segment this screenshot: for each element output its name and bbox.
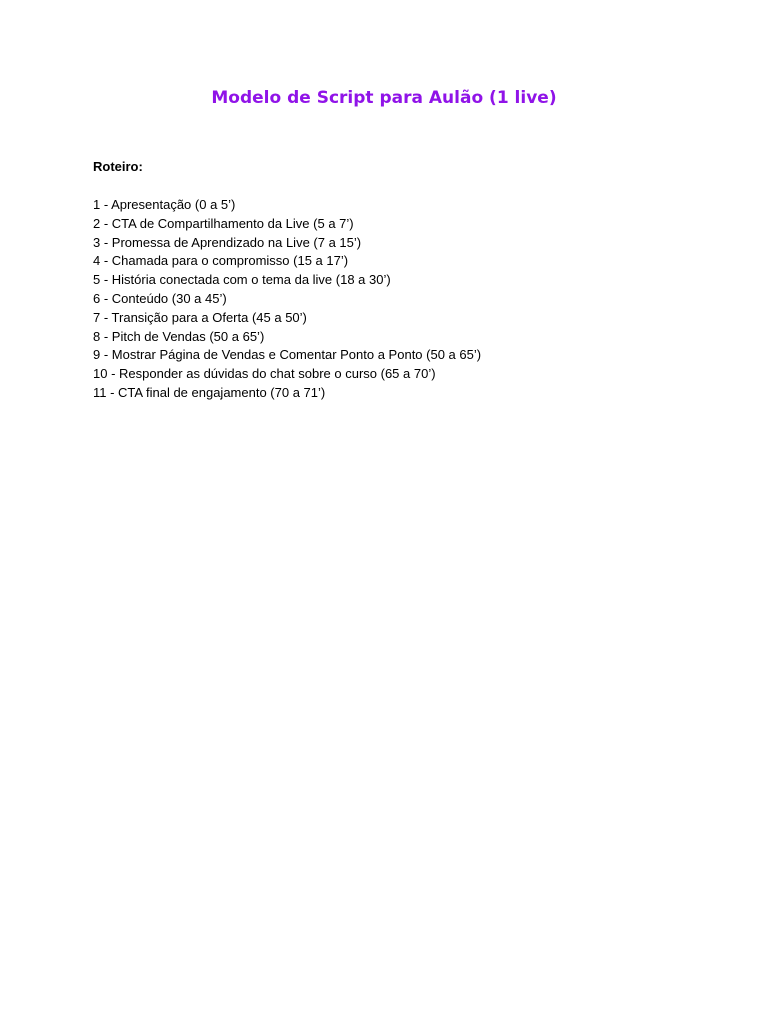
- list-item: 10 - Responder as dúvidas do chat sobre o curso (65 a 70’): [93, 366, 436, 382]
- list-item: 1 - Apresentação (0 a 5’): [93, 197, 236, 212]
- list-item: 5 - História conectada com o tema da live (18 a 30’): [93, 272, 391, 288]
- list-item: 8 - Pitch de Vendas (50 a 65’): [93, 328, 265, 344]
- section-heading: Roteiro:: [93, 159, 143, 174]
- document-title: Modelo de Script para Aulão (1 live): [211, 88, 557, 108]
- list-item: 2 - CTA de Compartilhamento da Live (5 a 7’): [93, 215, 354, 231]
- list-item: 6 - Conteúdo (30 a 45’): [93, 290, 227, 306]
- list-item: 4 - Chamada para o compromisso (15 a 17’): [93, 253, 349, 269]
- list-item: 9 - Mostrar Página de Vendas e Comentar Ponto a Ponto (50 a 65’): [93, 347, 482, 363]
- list-item: 7 - Transição para a Oferta (45 a 50’): [93, 309, 307, 325]
- script-step-list: [93, 196, 481, 403]
- list-item: 3 - Promessa de Aprendizado na Live (7 a 15’): [93, 234, 362, 250]
- list-item: 11 - CTA final de engajamento (70 a 71’): [93, 384, 326, 400]
